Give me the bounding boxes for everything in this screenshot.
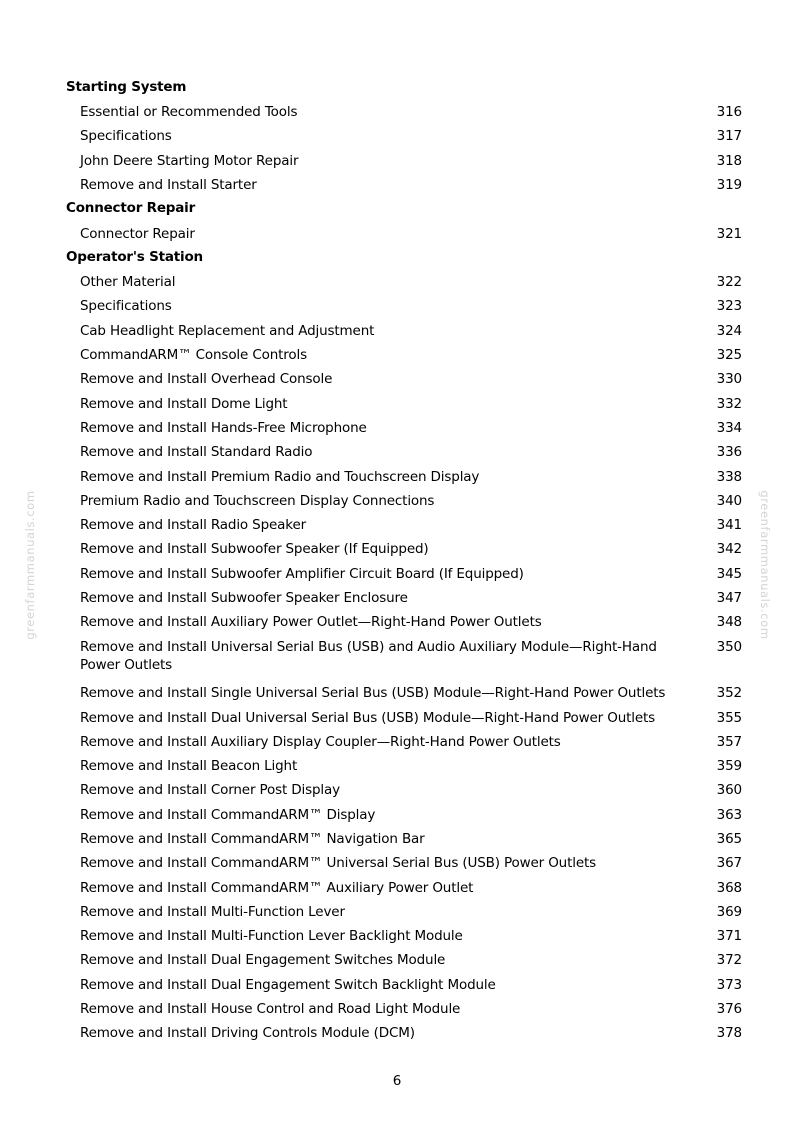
entry-page-number: 316 [716,104,742,121]
toc-entry[interactable] [66,852,742,876]
entry-title: John Deere Starting Motor Repair [80,152,299,169]
entry-title: Remove and Install Multi-Function Lever [80,903,345,920]
watermark-left: greenfarmmanuals.com [23,490,37,640]
entry-title: Remove and Install CommandARM™ Auxiliary Power Outlet [80,879,474,896]
entry-title: Remove and Install Standard Radio [80,444,313,461]
toc-entry[interactable] [66,149,742,173]
entry-page-number: 317 [716,128,742,145]
entry-page-number: 347 [716,590,742,607]
entry-page-number: 348 [716,614,742,631]
entry-title: Remove and Install Universal Serial Bus (USB) and Audio Auxiliary Module—Right-Hand Power Outlets [80,638,657,674]
entry-page-number: 341 [716,517,742,534]
entry-page-number: 367 [716,855,742,872]
entry-page-number: 319 [716,176,742,193]
entry-page-number: 360 [716,782,742,799]
entry-page-number: 371 [716,928,742,945]
entry-page-number: 336 [716,444,742,461]
entry-title: Specifications [80,128,172,145]
toc-entry[interactable] [66,416,742,440]
toc-entry[interactable] [66,173,742,197]
toc-entry[interactable] [66,876,742,900]
toc-entry[interactable] [66,997,742,1021]
entry-page-number: 363 [716,806,742,823]
entry-page-number: 359 [716,758,742,775]
toc-entry[interactable] [66,538,742,562]
entry-page-number: 345 [716,565,742,582]
entry-title: Remove and Install CommandARM™ Universal Serial Bus (USB) Power Outlets [80,855,597,872]
toc-entry[interactable] [66,295,742,319]
entry-page-number: 340 [716,492,742,509]
toc-entry[interactable] [66,779,742,803]
toc-entry[interactable] [66,562,742,586]
entry-title: Remove and Install Subwoofer Speaker Enclosure [80,590,408,607]
toc-entry[interactable] [66,706,742,730]
entry-page-number: 350 [716,638,742,655]
toc-entry[interactable] [66,586,742,610]
section-heading: Connector Repair [66,200,196,217]
entry-title: Remove and Install Single Universal Serial Bus (USB) Module—Right-Hand Power Outlets [80,685,666,702]
table-of-contents [66,76,742,1046]
section-heading: Starting System [66,79,187,95]
entry-page-number: 323 [716,298,742,315]
entry-page-number: 322 [716,274,742,291]
entry-title: Other Material [80,274,176,291]
toc-entry[interactable] [66,611,742,635]
entry-page-number: 355 [716,709,742,726]
toc-entry[interactable] [66,513,742,537]
entry-page-number: 318 [716,152,742,169]
toc-entry[interactable] [66,343,742,367]
entry-title: CommandARM™ Console Controls [80,347,307,364]
entry-title: Remove and Install Subwoofer Speaker (If Equipped) [80,541,429,558]
entry-page-number: 342 [716,541,742,558]
entry-title: Specifications [80,298,172,315]
entry-title: Remove and Install Dual Engagement Switch Backlight Module [80,976,496,993]
toc-entry[interactable] [66,270,742,294]
entry-title: Remove and Install CommandARM™ Display [80,806,376,823]
entry-title: Remove and Install Radio Speaker [80,517,307,534]
entry-page-number: 372 [716,952,742,969]
entry-page-number: 368 [716,879,742,896]
entry-title: Remove and Install Starter [80,176,257,193]
entry-title: Remove and Install Subwoofer Amplifier Circuit Board (If Equipped) [80,565,524,582]
entry-title: Premium Radio and Touchscreen Display Connections [80,492,435,509]
toc-entry[interactable] [66,924,742,948]
toc-entry[interactable] [66,973,742,997]
toc-entry[interactable] [66,949,742,973]
entry-page-number: 324 [716,322,742,339]
entry-title: Remove and Install Auxiliary Power Outlet—Right-Hand Power Outlets [80,614,542,631]
toc-entry[interactable] [66,754,742,778]
entry-page-number: 373 [716,976,742,993]
entry-page-number: 332 [716,395,742,412]
entry-title: Remove and Install Auxiliary Display Coupler—Right-Hand Power Outlets [80,733,561,750]
toc-entry[interactable] [66,319,742,343]
entry-title: Connector Repair [80,225,195,242]
entry-title: Remove and Install Dual Universal Serial Bus (USB) Module—Right-Hand Power Outlets [80,709,656,726]
entry-page-number: 321 [716,225,742,242]
entry-page-number: 330 [716,371,742,388]
toc-entry[interactable] [66,681,742,705]
toc-entry[interactable] [66,368,742,392]
toc-entry[interactable] [66,900,742,924]
toc-entry[interactable] [66,392,742,416]
entry-page-number: 378 [716,1025,742,1042]
entry-page-number: 334 [716,419,742,436]
toc-entry[interactable] [66,489,742,513]
entry-title: Remove and Install Driving Controls Module (DCM) [80,1025,415,1042]
entry-title: Remove and Install Beacon Light [80,758,298,775]
toc-entry[interactable] [66,730,742,754]
toc-entry[interactable] [66,440,742,464]
page-number: 6 [392,1073,402,1089]
toc-entry[interactable] [66,827,742,851]
entry-title: Remove and Install Premium Radio and Touchscreen Display [80,468,480,485]
entry-page-number: 352 [716,685,742,702]
entry-title: Essential or Recommended Tools [80,104,298,121]
entry-page-number: 338 [716,468,742,485]
section-heading: Operator's Station [66,249,203,266]
entry-title: Remove and Install Hands-Free Microphone [80,419,367,436]
entry-title: Cab Headlight Replacement and Adjustment [80,322,375,339]
entry-page-number: 357 [716,733,742,750]
toc-entry[interactable] [66,635,742,682]
entry-title: Remove and Install CommandARM™ Navigation Bar [80,831,425,847]
entry-title: Remove and Install Corner Post Display [80,782,340,799]
toc-entry[interactable] [66,803,742,827]
toc-entry[interactable] [66,100,742,124]
toc-entry[interactable] [66,125,742,149]
entry-page-number: 376 [716,1001,742,1018]
entry-title: Remove and Install Dome Light [80,395,288,412]
entry-page-number: 369 [716,903,742,920]
entry-page-number: 325 [716,347,742,364]
entry-title: Remove and Install House Control and Road Light Module [80,1001,461,1018]
entry-title: Remove and Install Multi-Function Lever Backlight Module [80,928,463,945]
entry-page-number: 365 [716,831,742,847]
toc-entry[interactable] [66,222,742,246]
entry-title: Remove and Install Dual Engagement Switches Module [80,952,446,969]
toc-entry[interactable] [66,465,742,489]
watermark-right: greenfarmmanuals.com [758,490,772,640]
toc-entry[interactable] [66,1022,742,1046]
entry-title: Remove and Install Overhead Console [80,371,333,388]
